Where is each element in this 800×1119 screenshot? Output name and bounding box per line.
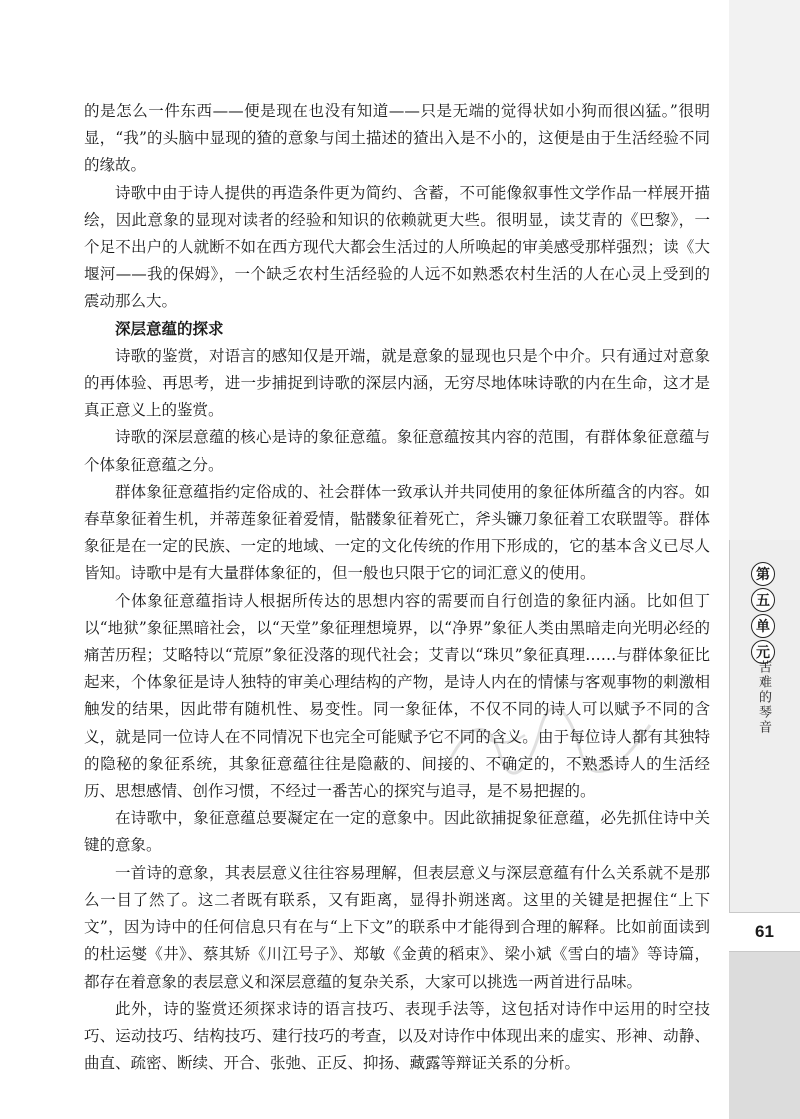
page-number: 61: [729, 912, 800, 952]
side-tab-bottom: [729, 952, 800, 1119]
unit-title: 苦难的琴音: [756, 660, 771, 735]
unit-label-char: 第: [751, 562, 775, 586]
unit-label: [748, 562, 778, 664]
paragraph: 一首诗的意象，其表层意义往往容易理解，但表层意义与深层意蕴有什么关系就不是那么一目了然了。这二者既有联系，又有距离，显得扑朔迷离。这里的关键是把握住“上下文”，因为诗中的任何信息只有在与“上下文”的联系中才能得到合理的解释。比如前面读到的杜运燮《井》、蔡其矫《川江号子》、郑敏《金黄的稻束》、梁小斌《雪白的墙》等诗篇，都存在着意象的表层意义和深层意蕴的复杂关系，大家可以挑选一两首进行品味。: [84, 863, 710, 991]
unit-label-char: 五: [751, 588, 775, 612]
paragraph: 群体象征意蕴指约定俗成的、社会群体一致承认并共同使用的象征体所蕴含的内容。如春草象征着生机，并蒂莲象征着爱情，骷髅象征着死亡，斧头镰刀象征着工农联盟等。群体象征是在一定的民族、一定的地域、一定的文化传统的作用下形成的，它的基本含义已尽人皆知。诗歌中是有大量群体象征的，但一般也只限于它的词汇意义的使用。: [84, 482, 710, 583]
main-text: [84, 98, 710, 1077]
paragraph: 诗歌中由于诗人提供的再造条件更为简约、含蓄，不可能像叙事性文学作品一样展开描绘，因此意象的显现对读者的经验和知识的依赖就更大些。很明显，读艾青的《巴黎》，一个足不出户的人就断不如在西方现代大都会生活过的人所唤起的审美感受那样强烈；读《大堰河——我的保姆》，一个缺乏农村生活经验的人远不如熟悉农村生活的人在心灵上受到的震动那么大。: [84, 183, 710, 311]
side-tab-top: [729, 0, 800, 540]
unit-label-char: 单: [751, 614, 775, 638]
paragraph: 此外，诗的鉴赏还须探求诗的语言技巧、表现手法等，这包括对诗作中运用的时空技巧、运动技巧、结构技巧、建行技巧的考查，以及对诗作中体现出来的虚实、形神、动静、曲直、疏密、断续、开合、张弛、正反、抑扬、藏露等辩证关系的分析。: [84, 999, 710, 1073]
unit-label-char: 元: [751, 640, 775, 664]
paragraph: 个体象征意蕴指诗人根据所传达的思想内容的需要而自行创造的象征内涵。比如但丁以“地狱”象征黑暗社会，以“天堂”象征理想境界，以“净界”象征人类由黑暗走向光明必经的痛苦历程；艾略特以“荒原”象征没落的现代社会；艾青以“珠贝”象征真理……与群体象征比起来，个体象征是诗人独特的审美心理结构的产物，是诗人内在的情愫与客观事物的刺激相触发的结果，因此带有随机性、易变性。同一象征体，不仅不同的诗人可以赋予不同的含义，就是同一位诗人在不同情况下也完全可能赋予它不同的含义。由于每位诗人都有其独特的隐秘的象征系统，其象征意蕴往往是隐蔽的、间接的、不确定的，不熟悉诗人的生活经历、思想感情、创作习惯，不经过一番苦心的探究与追寻，是不易把握的。: [84, 591, 710, 801]
paragraph: 诗歌的深层意蕴的核心是诗的象征意蕴。象征意蕴按其内容的范围，有群体象征意蕴与个体象征意蕴之分。: [84, 428, 710, 474]
paragraph: 在诗歌中，象征意蕴总要凝定在一定的意象中。因此欲捕捉象征意蕴，必先抓住诗中关键的意象。: [84, 809, 710, 855]
section-heading: 深层意蕴的探求: [115, 319, 224, 338]
paragraph: 诗歌的鉴赏，对语言的感知仅是开端，就是意象的显现也只是个中介。只有通过对意象的再体验、再思考，进一步捕捉到诗歌的深层内涵，无穷尽地体味诗歌的内在生命，这才是真正意义上的鉴赏。: [84, 346, 710, 420]
paragraph: 的是怎么一件东西——便是现在也没有知道——只是无端的觉得状如小狗而很凶猛。”很明显，“我”的头脑中显现的猹的意象与闰土描述的猹出入是不小的，这便是由于生活经验不同的缘故。: [84, 102, 710, 175]
